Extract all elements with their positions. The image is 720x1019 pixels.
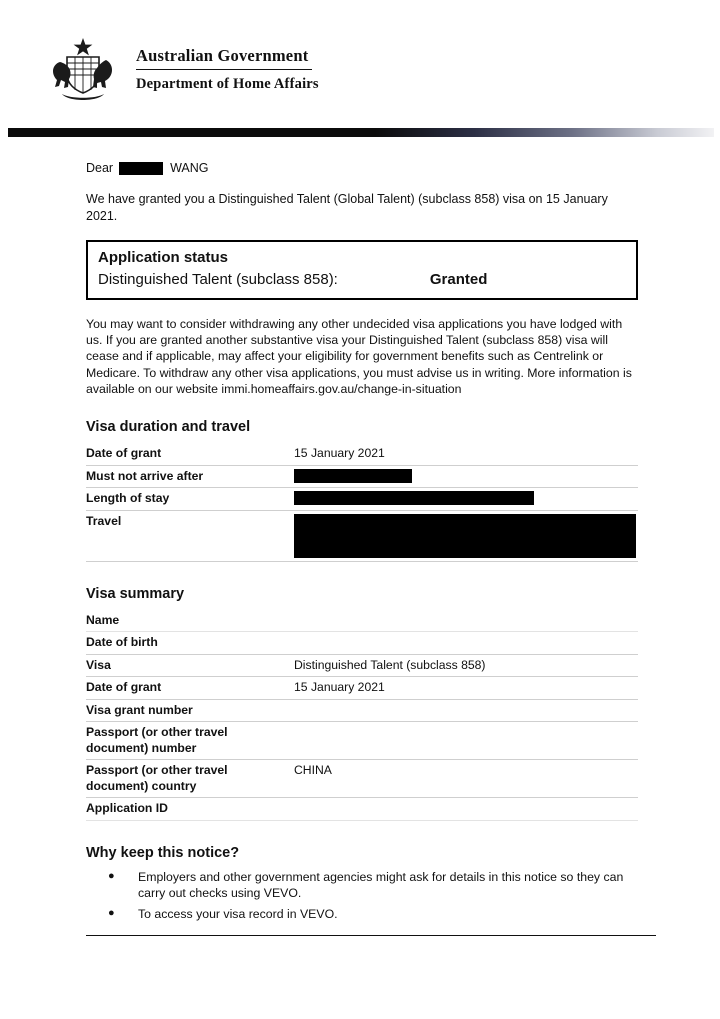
- row-value: [294, 510, 638, 561]
- row-value: [294, 798, 638, 821]
- table-row: [86, 488, 638, 511]
- letterhead: [0, 18, 720, 118]
- letter-body: [86, 160, 638, 927]
- row-value: [294, 699, 638, 722]
- row-value: [294, 488, 638, 511]
- row-label: Length of stay: [86, 488, 294, 511]
- row-value: [294, 722, 638, 760]
- row-value: 15 January 2021: [294, 443, 638, 465]
- row-label: Application ID: [86, 798, 294, 821]
- application-status-row: [98, 270, 626, 290]
- table-row: [86, 510, 638, 561]
- status-badge: Granted: [429, 271, 488, 288]
- row-label: Visa grant number: [86, 699, 294, 722]
- row-label: Name: [86, 610, 294, 632]
- withdraw-note-paragraph: You may want to consider withdrawing any other undecided visa applications you have lodged with us. If you are granted another substantive visa your Distinguished Talent (subclass 858) visa will cease and if applicable, may affect your eligibility for government benefits such as Centrelink or Medicare. To withdraw any other visa applications, you must advise us in writing. More information is available on our website immi.homeaffairs.gov.au/change-in-situation: [86, 317, 632, 396]
- list-item: ● Employers and other government agencies might ask for details in this notice so they can carry out checks using VEVO.: [108, 869, 638, 901]
- row-label: Travel: [86, 510, 294, 561]
- government-wordmark: [136, 46, 476, 93]
- visa-summary-table-body: [86, 610, 638, 821]
- row-label: Date of grant: [86, 443, 294, 465]
- table-row: [86, 722, 638, 760]
- why-keep-list: [86, 869, 638, 922]
- visa-duration-table: [86, 443, 638, 562]
- visa-summary-table: [86, 610, 638, 821]
- list-item: ● To access your visa record in VEVO.: [108, 906, 638, 922]
- table-row: [86, 443, 638, 465]
- application-status-box: [86, 240, 638, 300]
- australian-coat-of-arms-icon: [42, 36, 124, 108]
- row-value: Distinguished Talent (subclass 858): [294, 654, 638, 677]
- row-label: Passport (or other travel document) country: [86, 760, 294, 798]
- redacted-value: [294, 514, 636, 558]
- salutation-surname: WANG: [170, 161, 209, 175]
- visa-duration-heading: Visa duration and travel: [86, 419, 251, 436]
- table-row: [86, 654, 638, 677]
- redacted-value: [294, 491, 534, 505]
- table-row: [86, 699, 638, 722]
- table-row: [86, 760, 638, 798]
- footer-divider: [86, 935, 656, 936]
- table-row: [86, 465, 638, 488]
- visa-duration-table-body: [86, 443, 638, 561]
- redacted-value: [294, 469, 412, 483]
- table-row: [86, 677, 638, 700]
- row-label: Date of grant: [86, 677, 294, 700]
- row-value: [294, 610, 638, 632]
- why-keep-heading: Why keep this notice?: [86, 844, 240, 861]
- government-name: Australian Government: [136, 46, 309, 65]
- table-row: [86, 632, 638, 655]
- row-value: CHINA: [294, 760, 638, 798]
- intro-paragraph: We have granted you a Distinguished Talent (Global Talent) (subclass 858) visa on 15 January 2021.: [86, 192, 608, 223]
- row-value: [294, 465, 638, 488]
- row-value: 15 January 2021: [294, 677, 638, 700]
- row-label: Visa: [86, 654, 294, 677]
- wordmark-divider: [136, 69, 312, 70]
- row-value: [294, 632, 638, 655]
- row-label: Must not arrive after: [86, 465, 294, 488]
- application-status-title: Application status: [98, 249, 229, 266]
- row-label: Date of birth: [86, 632, 294, 655]
- redacted-given-name: [119, 162, 163, 175]
- row-label: Passport (or other travel document) number: [86, 722, 294, 760]
- visa-summary-heading: Visa summary: [86, 585, 185, 602]
- header-gradient-band: [8, 128, 714, 137]
- table-row: [86, 798, 638, 821]
- table-row: [86, 610, 638, 632]
- salutation-prefix: Dear: [86, 161, 114, 175]
- department-name: Department of Home Affairs: [136, 76, 319, 92]
- application-status-label: Distinguished Talent (subclass 858):: [98, 271, 338, 288]
- salutation: [86, 160, 638, 177]
